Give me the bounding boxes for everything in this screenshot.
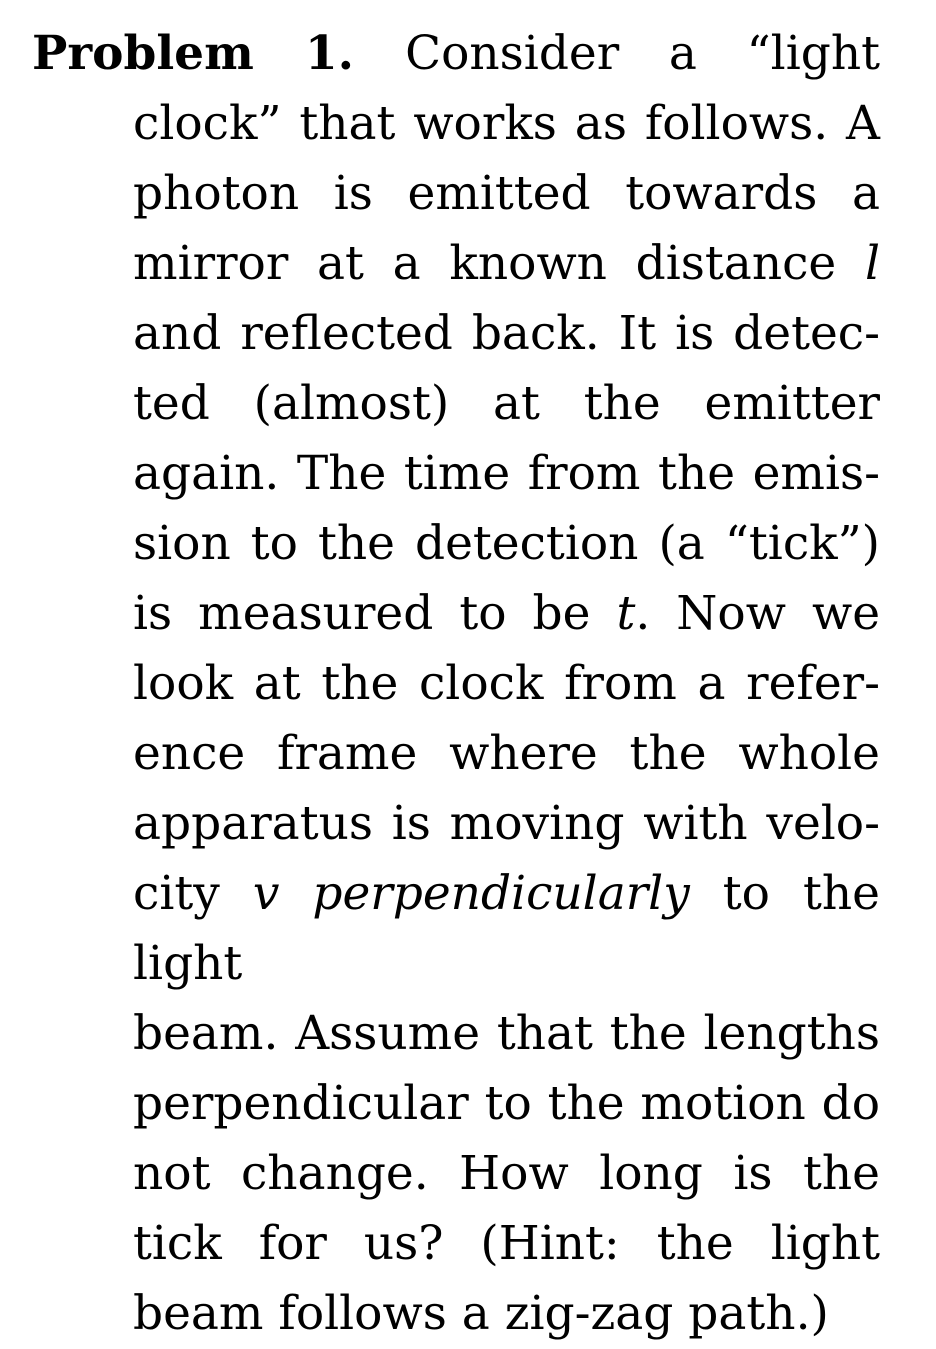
text-segment: mirror at a known distance [133, 236, 865, 291]
problem-line [133, 229, 880, 299]
text-segment: not change. How long is the [133, 1146, 880, 1201]
problem-line [133, 89, 880, 159]
text-segment: . Now we [635, 586, 881, 641]
problem-line [133, 579, 880, 649]
text-segment: sion to the detection (a “tick”) [133, 516, 880, 571]
text-segment: v perpendicularly [252, 866, 690, 921]
problem-line [133, 1069, 880, 1139]
problem-line [133, 369, 880, 439]
problem-line [133, 789, 880, 859]
text-segment: l [864, 236, 880, 291]
problem-line [133, 719, 880, 789]
problem-line [133, 1139, 880, 1209]
problem-line [133, 859, 880, 999]
text-segment: clock” that works as follows. A [133, 96, 880, 151]
problem-line [133, 1209, 880, 1279]
text-segment: apparatus is moving with velo- [133, 796, 880, 851]
text-segment: photon is emitted towards a [133, 166, 880, 221]
text-segment: tick for us? (Hint: the light [133, 1216, 880, 1271]
problem-line [32, 19, 880, 89]
problem-line [133, 299, 880, 369]
text-segment: look at the clock from a refer- [133, 656, 880, 711]
problem-line [133, 439, 880, 509]
text-segment: beam. Assume that the lengths [133, 1006, 880, 1061]
text-segment: ted (almost) at the emitter [133, 376, 880, 431]
text-segment: perpendicular to the motion do [133, 1076, 880, 1131]
text-segment: again. The time from the emis- [133, 446, 880, 501]
text-segment: beam follows a zig-zag path.) [133, 1286, 829, 1341]
text-segment: Consider a “light [405, 26, 880, 81]
text-segment: is measured to be [133, 586, 617, 641]
text-segment: ence frame where the whole [133, 726, 880, 781]
problem-line [133, 1279, 880, 1349]
problem-line [133, 509, 880, 579]
text-segment: t [616, 586, 636, 641]
problem-line [133, 999, 880, 1069]
text-segment: to the light [133, 866, 880, 991]
text-segment: and reflected back. It is detec- [133, 306, 880, 361]
text-segment: city [133, 866, 253, 921]
problem-line [133, 649, 880, 719]
problem-label: Problem 1. [32, 26, 406, 81]
problem-line [133, 159, 880, 229]
